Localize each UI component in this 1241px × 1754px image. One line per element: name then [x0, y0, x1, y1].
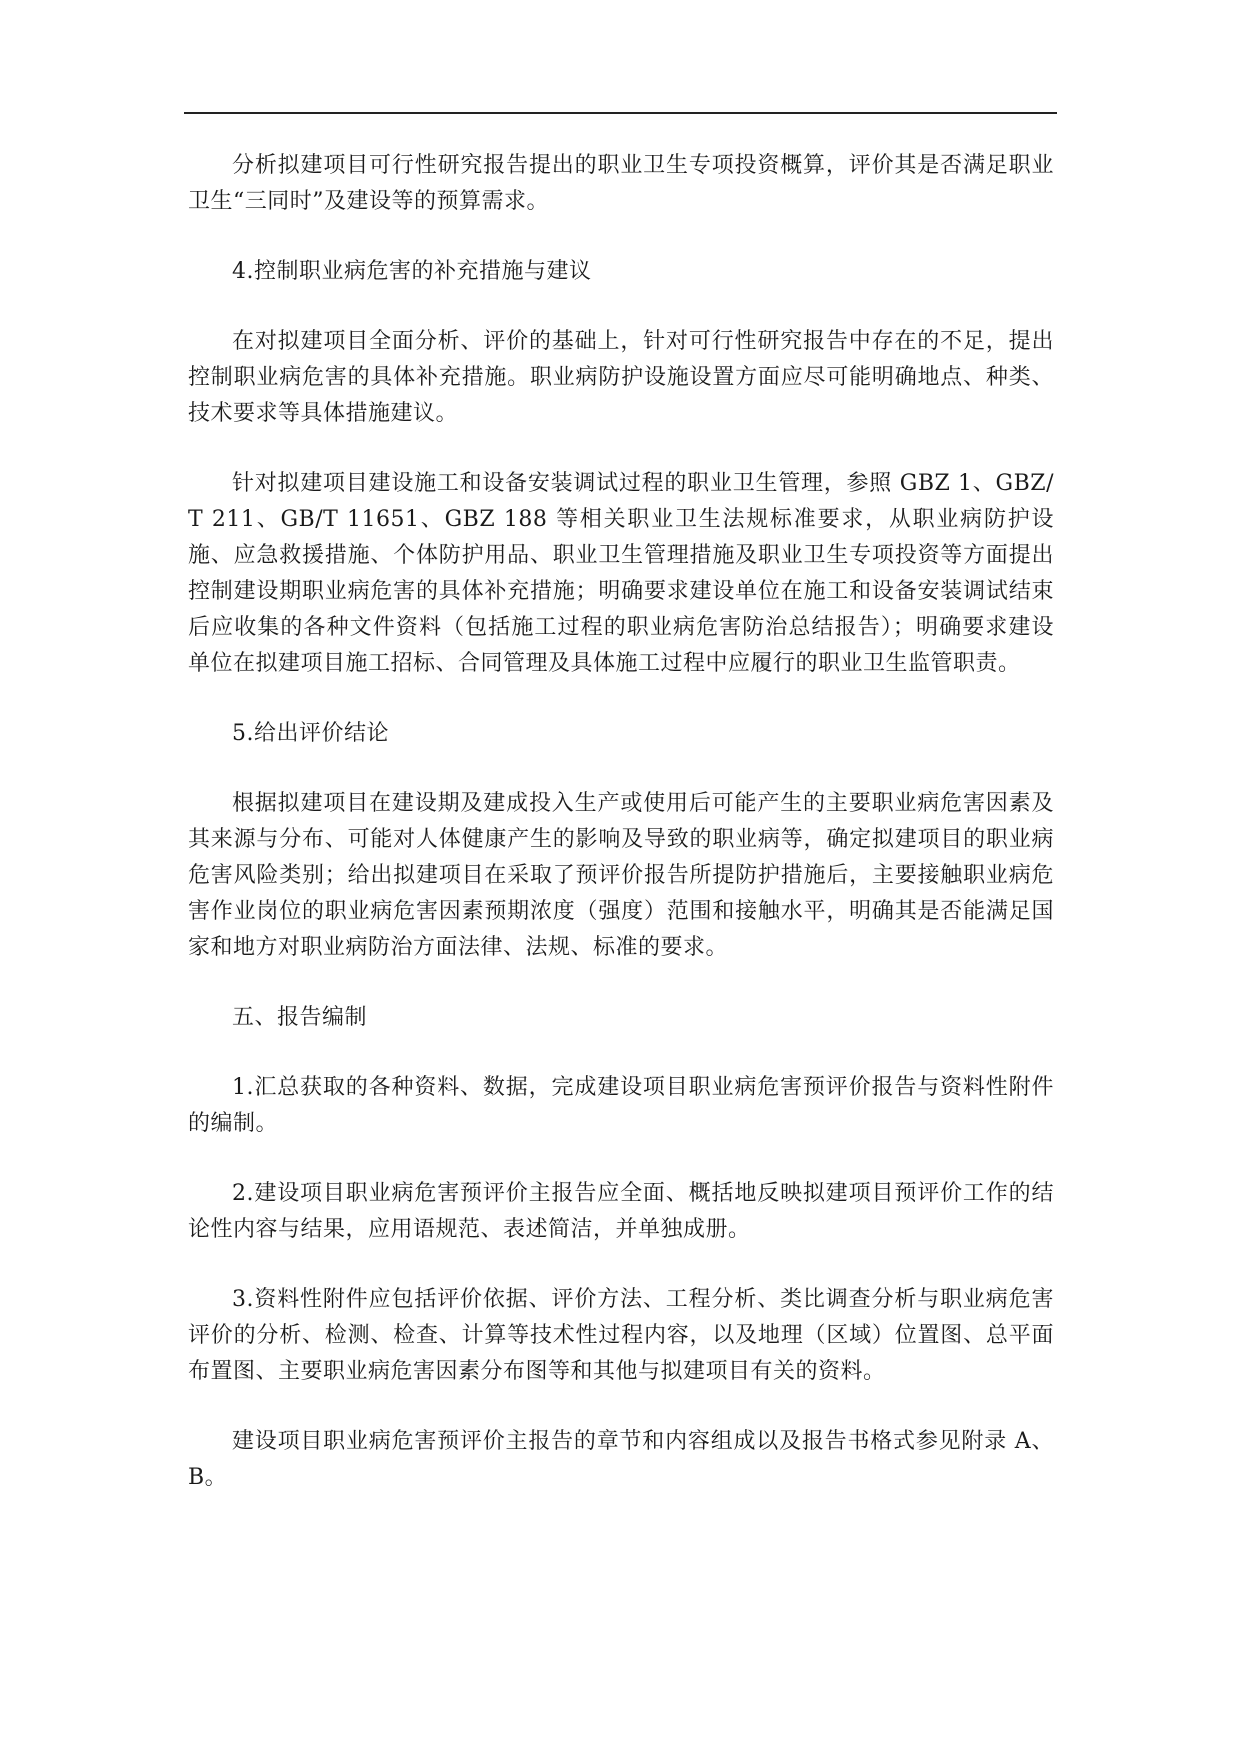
heading-report-compilation: 五、报告编制: [232, 1005, 368, 1030]
paragraph-main-report: 2.建设项目职业病危害预评价主报告应全面、概括地反映拟建项目预评价工作的结论性内容与结果，应用语规范、表述简洁，并单独成册。: [188, 1181, 1054, 1242]
paragraph-supplementary-measures: 在对拟建项目全面分析、评价的基础上，针对可行性研究报告中存在的不足，提出控制职业病危害的具体补充措施。职业病防护设施设置方面应尽可能明确地点、种类、技术要求等具体措施建议。: [188, 329, 1054, 426]
paragraph-annex-materials: 3.资料性附件应包括评价依据、评价方法、工程分析、类比调查分析与职业病危害评价的分析、检测、检查、计算等技术性过程内容，以及地理（区域）位置图、总平面布置图、主要职业病危害因素分布图等和其他与拟建项目有关的资料。: [188, 1287, 1054, 1384]
header-divider: [184, 112, 1057, 114]
heading-supplementary-measures: 4.控制职业病危害的补充措施与建议: [232, 259, 592, 284]
paragraph-compile-report: 1.汇总获取的各种资料、数据，完成建设项目职业病危害预评价报告与资料性附件的编制。: [188, 1075, 1054, 1136]
paragraph-evaluation-conclusion: 根据拟建项目在建设期及建成投入生产或使用后可能产生的主要职业病危害因素及其来源与分布、可能对人体健康产生的影响及导致的职业病等，确定拟建项目的职业病危害风险类别；给出拟建项目在采取了预评价报告所提防护措施后，主要接触职业病危害作业岗位的职业病危害因素预期浓度（强度）范围和接触水平，明确其是否能满足国家和地方对职业病防治方面法律、法规、标准的要求。: [188, 791, 1054, 960]
paragraph-appendix-reference: 建设项目职业病危害预评价主报告的章节和内容组成以及报告书格式参见附录 A、B。: [188, 1429, 1054, 1490]
paragraph-construction-management: 针对拟建项目建设施工和设备安装调试过程的职业卫生管理，参照 GBZ 1、GBZ/T 211、GB/T 11651、GBZ 188 等相关职业卫生法规标准要求，从职业病防护设施、应急救援措施、个体防护用品、职业卫生管理措施及职业卫生专项投资等方面提出控制建设期职业病危害的具体补充措施；明确要求建设单位在施工和设备安装调试结束后应收集的各种文件资料（包括施工过程的职业病危害防治总结报告）；明确要求建设单位在拟建项目施工招标、合同管理及具体施工过程中应履行的职业卫生监管职责。: [188, 471, 1054, 676]
heading-evaluation-conclusion: 5.给出评价结论: [232, 721, 389, 746]
document-body: [188, 148, 1054, 1530]
paragraph-investment-budget: 分析拟建项目可行性研究报告提出的职业卫生专项投资概算，评价其是否满足职业卫生“三同时”及建设等的预算需求。: [188, 153, 1054, 214]
